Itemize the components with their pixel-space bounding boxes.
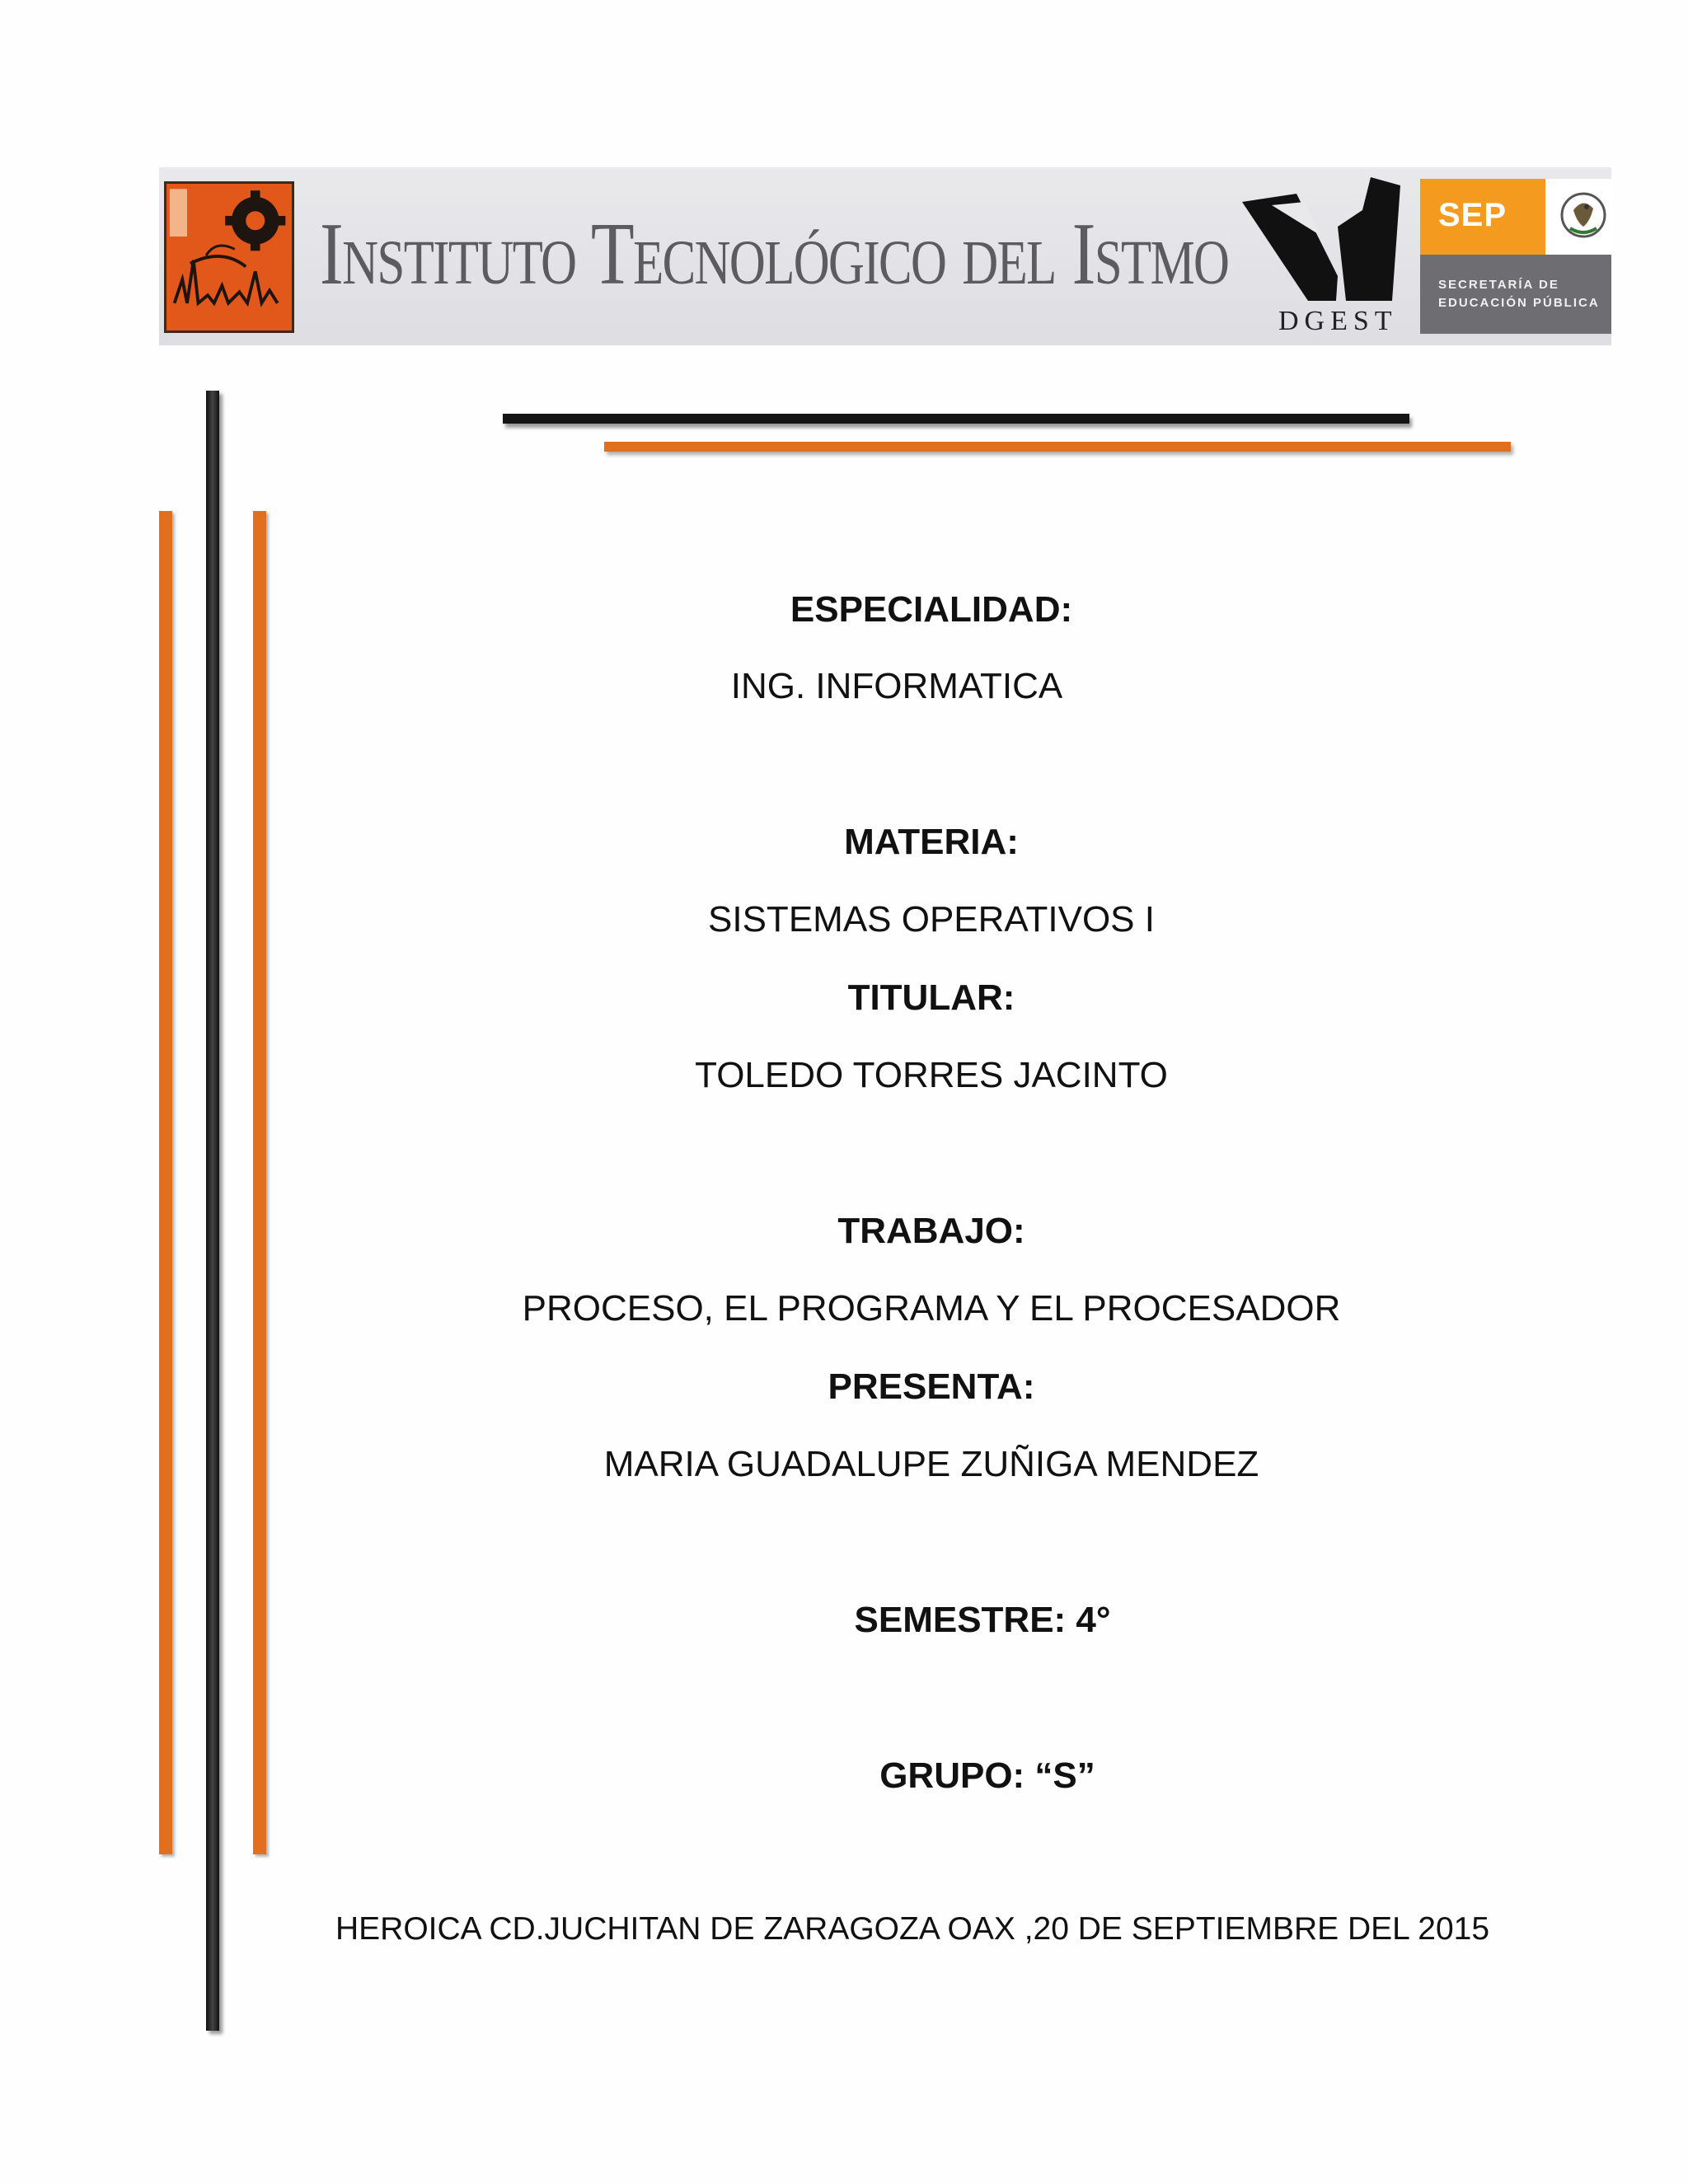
materia-label: MATERIA: (844, 822, 1019, 862)
especialidad-value: ING. INFORMATICA (730, 666, 1063, 706)
dgest-logo-icon (1239, 177, 1404, 309)
titular-value: TOLEDO TORRES JACINTO (695, 1055, 1168, 1095)
left-black-rule (206, 391, 219, 2031)
semestre-line: SEMESTRE: 4° (854, 1600, 1111, 1640)
sep-logo (1420, 179, 1611, 334)
right-orange-rule (253, 511, 266, 1854)
header-banner (159, 167, 1611, 345)
trabajo-value: PROCESO, EL PROGRAMA Y EL PROCESADOR (522, 1288, 1341, 1329)
mexican-eagle-icon (1559, 185, 1608, 248)
top-orange-rule (604, 442, 1511, 452)
institute-logo-graphic (166, 184, 292, 330)
presenta-label: PRESENTA: (828, 1366, 1035, 1407)
sep-subtitle: SECRETARÍA DE EDUCACIÓN PÚBLICA (1438, 278, 1600, 310)
institute-logo-icon (164, 181, 294, 333)
dgest-label: DGEST (1278, 306, 1398, 336)
especialidad-label: ESPECIALIDAD: (790, 589, 1073, 630)
place-date-footer: HEROICA CD.JUCHITAN DE ZARAGOZA OAX ,20 DE SEPTIEMBRE DEL 2015 (335, 1911, 1490, 1947)
presenta-value: MARIA GUADALUPE ZUÑIGA MENDEZ (603, 1444, 1259, 1484)
grupo-line: GRUPO: “S” (879, 1755, 1095, 1796)
sep-orange-block (1420, 179, 1545, 255)
materia-value: SISTEMAS OPERATIVOS I (708, 899, 1155, 940)
top-black-rule (503, 414, 1409, 424)
trabajo-label: TRABAJO: (837, 1211, 1025, 1251)
sep-grey-block (1420, 255, 1611, 334)
institute-title: Instituto Tecnológico del Istmo (320, 205, 1229, 303)
left-orange-rule (159, 511, 172, 1854)
sep-word: SEP (1438, 197, 1507, 233)
titular-label: TITULAR: (847, 977, 1015, 1018)
